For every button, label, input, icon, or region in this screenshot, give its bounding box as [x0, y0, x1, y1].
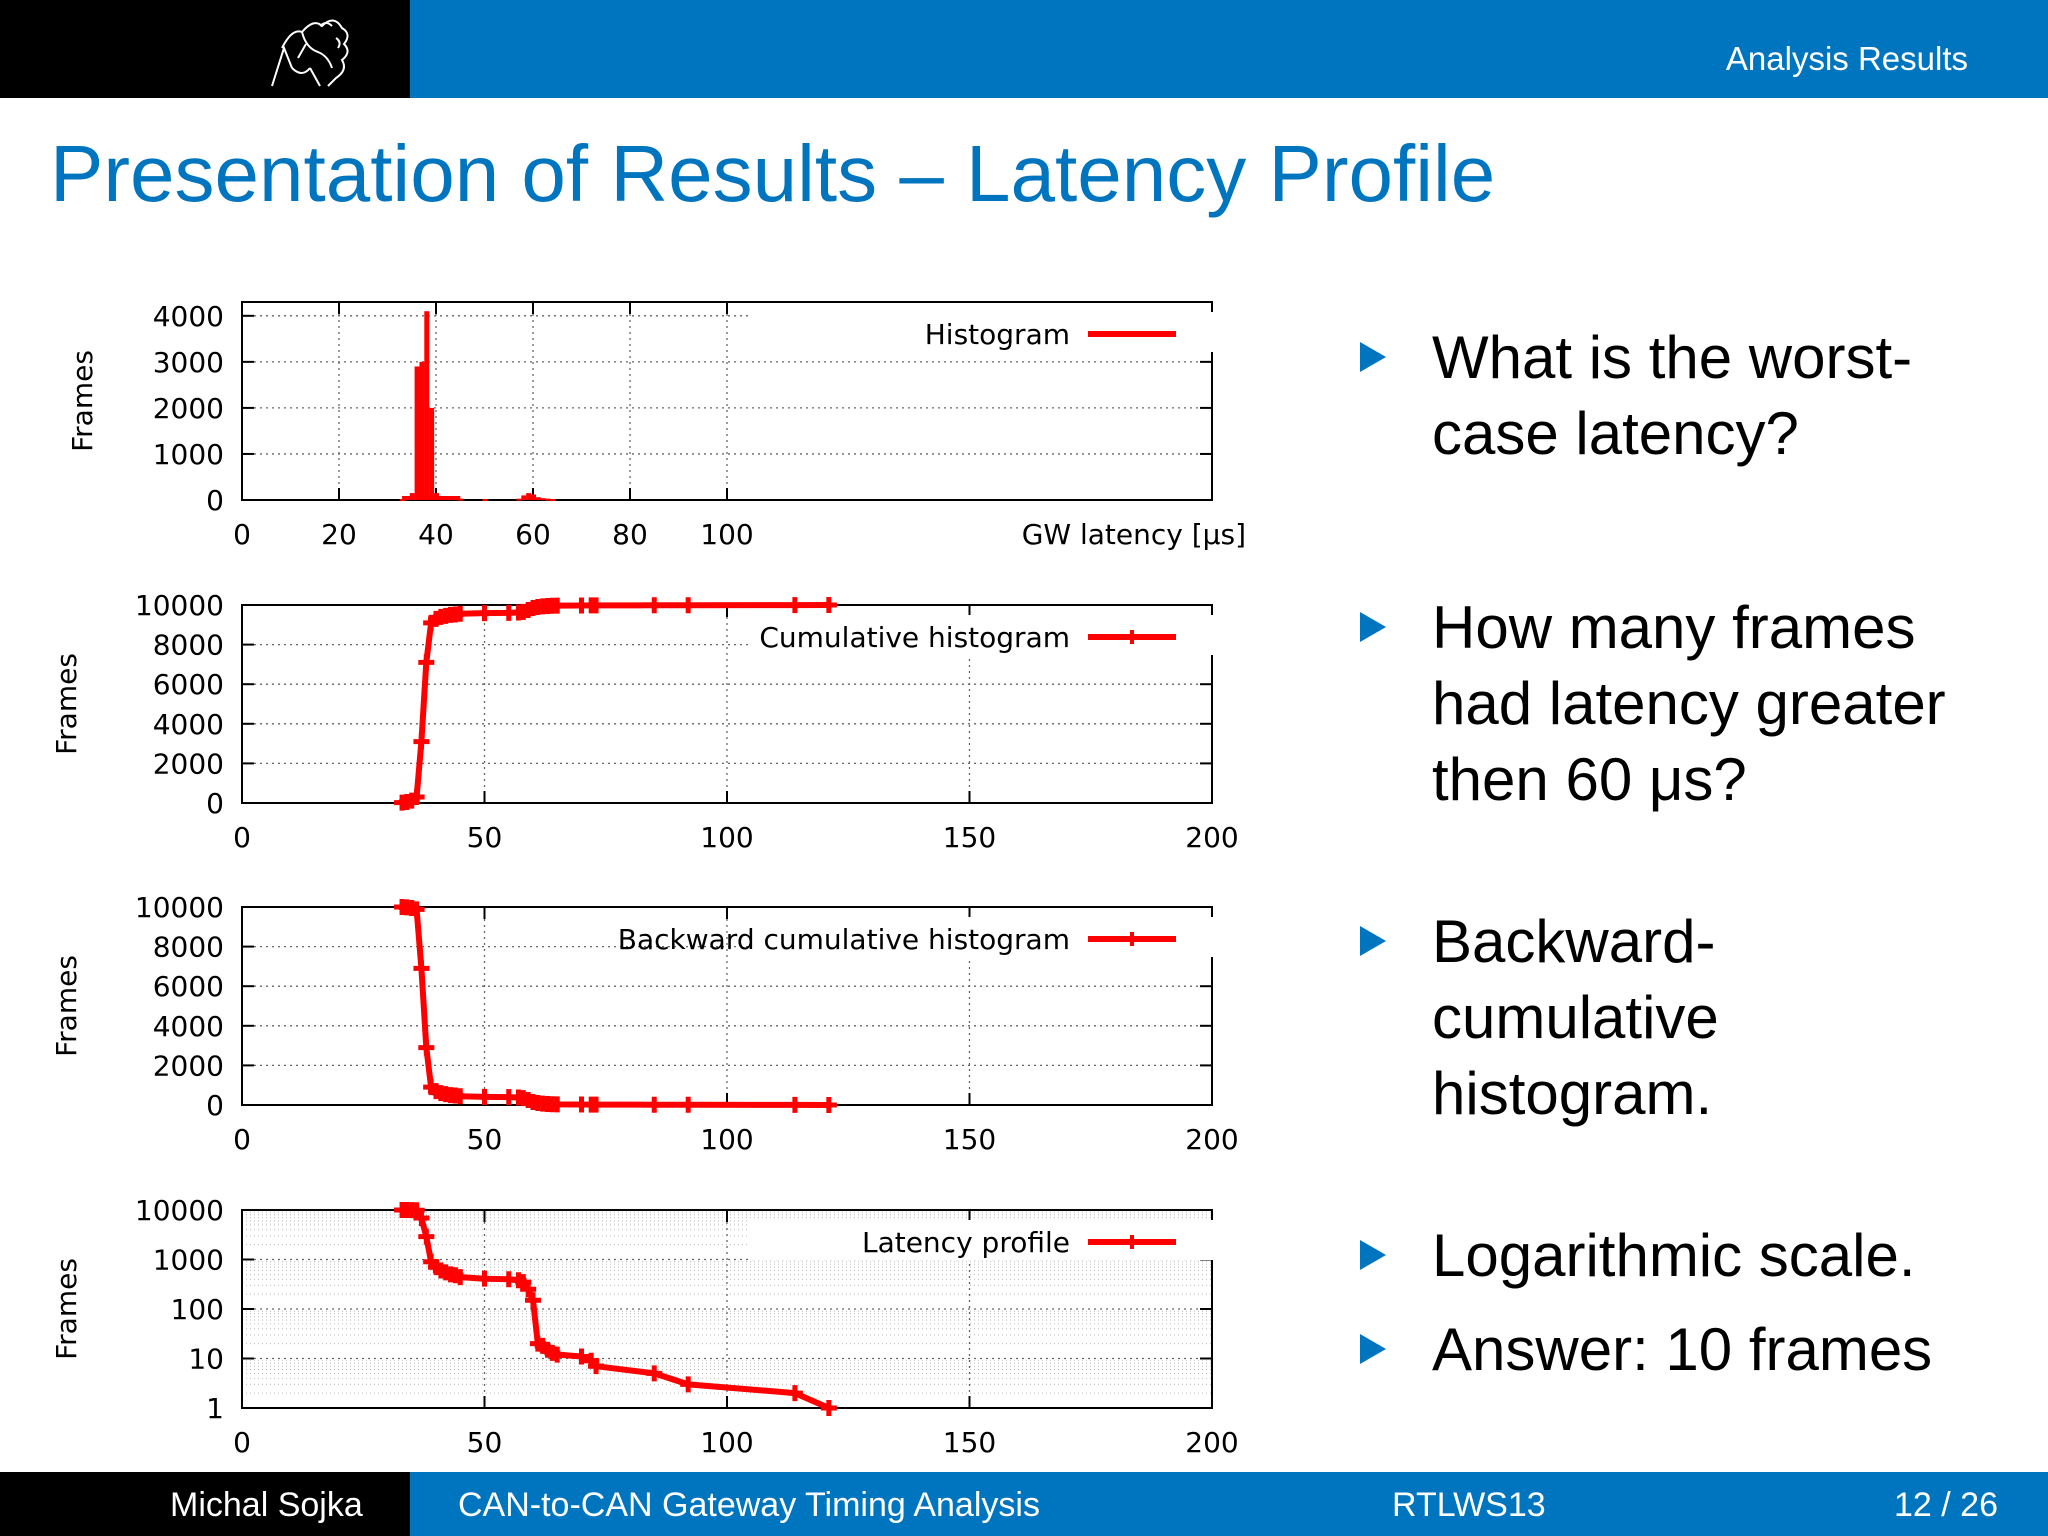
y-tick-label: 1 — [206, 1392, 224, 1425]
x-tick-label: 200 — [1185, 1123, 1239, 1156]
x-tick-label: 150 — [942, 1123, 997, 1156]
histogram-bar — [531, 494, 536, 500]
footer-page-number: 12 / 26 — [1894, 1486, 1998, 1524]
data-point — [646, 1097, 662, 1113]
footer-right — [410, 1472, 2048, 1536]
x-tick-label: 60 — [515, 518, 551, 551]
footer-author: Michal Sojka — [170, 1486, 363, 1524]
y-axis-label: Frames — [66, 350, 99, 452]
y-axis-label: Frames — [50, 955, 83, 1057]
footer-left — [0, 1472, 410, 1536]
charts-figure — [40, 280, 1280, 1470]
footer-conference: RTLWS13 — [1392, 1486, 1546, 1524]
bullet-text: Answer: 10 frames — [1432, 1316, 1933, 1383]
x-tick-label: 20 — [321, 518, 357, 551]
y-axis-label: Frames — [50, 1258, 83, 1360]
y-tick-label: 10 — [188, 1342, 224, 1376]
y-tick-label: 0 — [206, 484, 224, 517]
legend-label: Backward cumulative histogram — [617, 923, 1070, 956]
legend-label: Latency profile — [861, 1226, 1070, 1259]
y-tick-label: 4000 — [152, 707, 224, 741]
data-point — [413, 960, 429, 976]
footer-talk-title: CAN-to-CAN Gateway Timing Analysis — [458, 1486, 1040, 1524]
x-tick-label: 0 — [233, 518, 251, 551]
top-bar — [0, 0, 2048, 98]
y-tick-label: 10000 — [134, 891, 224, 924]
x-tick-label: 150 — [942, 1426, 997, 1459]
histogram-bar — [424, 311, 429, 500]
x-tick-label: 80 — [612, 518, 648, 551]
histogram-bar — [521, 495, 526, 500]
histogram-bar — [516, 499, 521, 501]
y-tick-label: 100 — [170, 1293, 224, 1326]
x-axis-label: GW latency [μs] — [1021, 518, 1246, 551]
y-tick-label: 0 — [206, 1089, 224, 1122]
data-point — [821, 597, 837, 613]
chart-panel-2 — [50, 589, 1239, 854]
x-tick-label: 0 — [233, 1426, 251, 1459]
bullet-text: Logarithmic scale. — [1432, 1222, 1916, 1289]
data-point — [477, 1089, 493, 1105]
data-point — [418, 1040, 434, 1056]
logo-area — [0, 0, 410, 98]
x-tick-label: 0 — [233, 821, 251, 854]
y-tick-label: 1000 — [152, 437, 224, 471]
histogram-base — [402, 496, 460, 500]
lion-crest-logo — [262, 8, 358, 90]
x-tick-label: 100 — [700, 518, 754, 551]
y-tick-label: 10000 — [134, 589, 224, 622]
y-tick-label: 6000 — [152, 668, 224, 702]
data-point — [680, 1097, 696, 1113]
y-tick-label: 0 — [206, 787, 224, 820]
data-point — [418, 1229, 434, 1245]
data-point — [477, 605, 493, 621]
section-title: Analysis Results — [1725, 40, 1968, 77]
y-tick-label: 8000 — [152, 930, 224, 964]
x-tick-label: 100 — [700, 821, 754, 854]
bullet-triangle-icon — [1360, 612, 1386, 642]
y-tick-label: 2000 — [152, 1049, 224, 1083]
y-tick-label: 6000 — [152, 970, 224, 1004]
bullet-triangle-icon — [1360, 1240, 1386, 1270]
legend-label: Histogram — [924, 318, 1070, 351]
histogram-bar — [483, 499, 488, 501]
y-tick-label: 3000 — [152, 345, 224, 379]
data-point — [646, 597, 662, 613]
histogram-bar — [536, 497, 541, 500]
section-bar — [410, 0, 2048, 98]
bullet-text: Backward-cumulative histogram. — [1432, 908, 1719, 1127]
chart-panel-4 — [50, 1194, 1239, 1459]
y-tick-label: 1000 — [152, 1243, 224, 1277]
data-point — [477, 1271, 493, 1287]
histogram-bar — [419, 362, 424, 500]
x-tick-label: 100 — [700, 1123, 754, 1156]
x-tick-label: 100 — [700, 1426, 754, 1459]
charts-area — [40, 280, 1280, 1470]
data-point — [646, 1365, 662, 1381]
histogram-bar — [526, 493, 531, 500]
x-tick-label: 50 — [466, 1123, 503, 1156]
bullet-triangle-icon — [1360, 926, 1386, 956]
x-tick-label: 50 — [466, 1426, 503, 1459]
data-point — [787, 597, 803, 613]
y-tick-label: 8000 — [152, 628, 224, 662]
histogram-bar — [550, 499, 555, 501]
chart-panel-1 — [66, 300, 1246, 551]
y-tick-label: 4000 — [152, 1009, 224, 1043]
data-point — [680, 1376, 696, 1392]
histogram-bar — [415, 366, 420, 500]
x-tick-label: 40 — [418, 518, 454, 551]
chart-panel-3 — [50, 891, 1239, 1156]
x-tick-label: 150 — [942, 821, 997, 854]
footer — [0, 1472, 2048, 1536]
legend-label: Cumulative histogram — [759, 621, 1070, 654]
histogram-bar — [541, 498, 546, 500]
frame-title: Presentation of Results – Latency Profile — [50, 129, 1496, 218]
data-point — [787, 1097, 803, 1113]
x-tick-label: 0 — [233, 1123, 251, 1156]
x-tick-label: 200 — [1185, 821, 1239, 854]
bullet-triangle-icon — [1360, 342, 1386, 372]
y-tick-label: 4000 — [152, 299, 224, 333]
bullet-triangle-icon — [1360, 1334, 1386, 1364]
data-point — [418, 654, 434, 670]
y-tick-label: 2000 — [152, 391, 224, 425]
data-point — [821, 1097, 837, 1113]
data-point — [680, 597, 696, 613]
x-tick-label: 50 — [466, 821, 503, 854]
bullet-text: What is the worst-case latency? — [1432, 324, 1913, 467]
bullet-text: How many frames had latency greater then 60 μs? — [1432, 594, 1946, 813]
histogram-bar — [429, 408, 434, 500]
bullet-list — [1360, 320, 2000, 1420]
y-tick-label: 10000 — [134, 1194, 224, 1227]
x-tick-label: 200 — [1185, 1426, 1239, 1459]
y-axis-label: Frames — [50, 653, 83, 755]
y-tick-label: 2000 — [152, 747, 224, 781]
data-point — [413, 734, 429, 750]
histogram-bar — [546, 499, 551, 501]
